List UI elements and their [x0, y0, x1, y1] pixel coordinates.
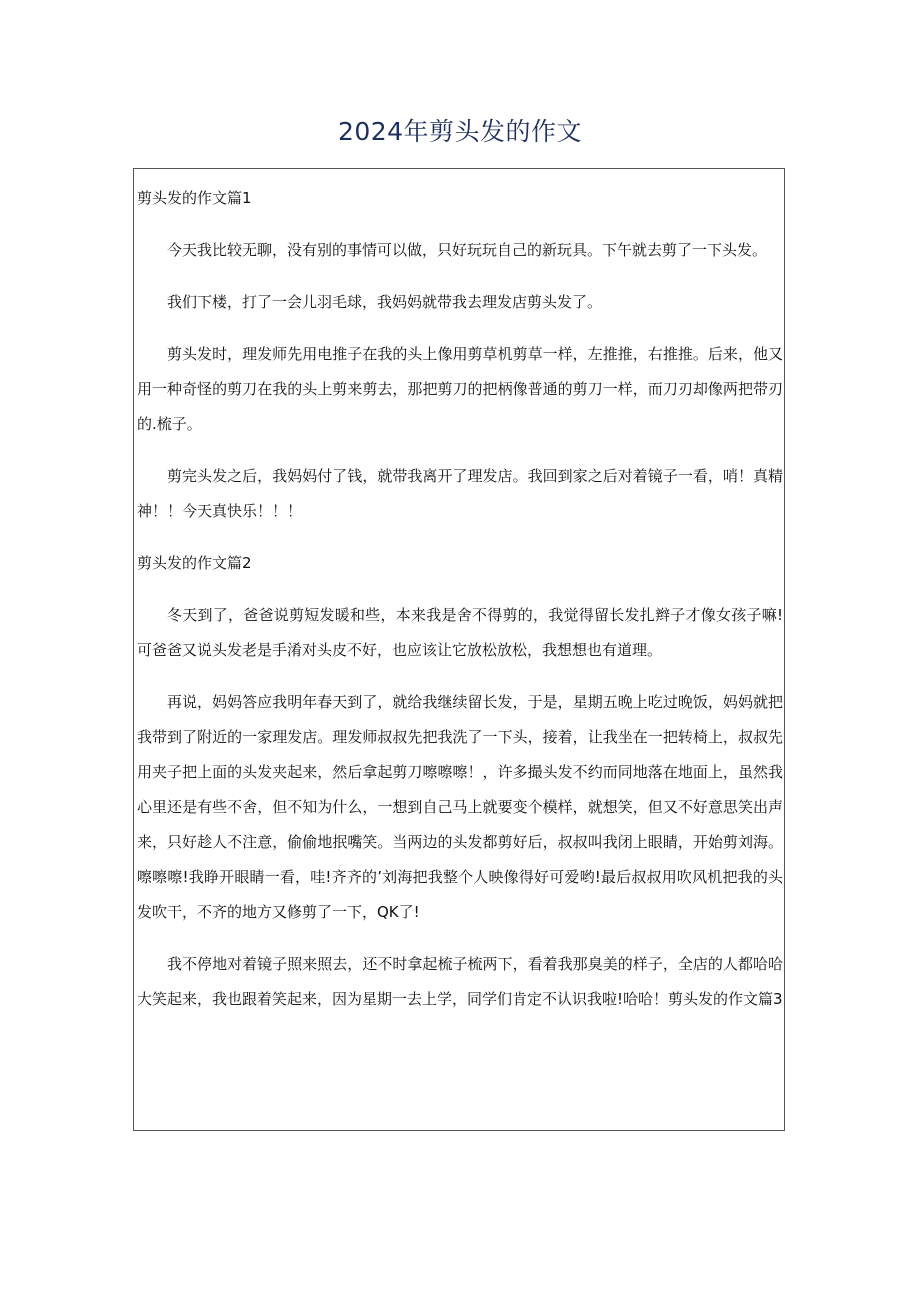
paragraph: 剪完头发之后，我妈妈付了钱，就带我离开了理发店。我回到家之后对着镜子一看，哨！真精神！！今天真快乐！！！ [137, 467, 783, 520]
paragraph: 今天我比较无聊，没有别的事情可以做，只好玩玩自己的新玩具。下午就去剪了一下头发。 [167, 241, 768, 259]
paragraph: 我们下楼，打了一会儿羽毛球，我妈妈就带我去理发店剪头发了。 [167, 293, 603, 311]
document-body [137, 181, 783, 1017]
paragraph: 再说，妈妈答应我明年春天到了，就给我继续留长发，于是，星期五晚上吃过晚饭，妈妈就把我带到了附近的一家理发店。理发师叔叔先把我洗了一下头，接着，让我坐在一把转椅上，叔叔先用夹子把上面的头发夹起来，然后拿起剪刀嚓嚓嚓！，许多撮头发不约而同地落在地面上，虽然我心里还是有些不舍，但不知为什么，一想到自己马上就要变个模样，就想笑，但又不好意思笑出声来，只好趁人不注意，偷偷地抿嘴笑。当两边的头发都剪好后，叔叔叫我闭上眼睛，开始剪刘海。嚓嚓嚓!我睁开眼睛一看，哇!齐齐的’刘海把我整个人映像得好可爱哟!最后叔叔用吹风机把我的头发吹干，不齐的地方又修剪了一下，QK了! [137, 693, 783, 921]
paragraph: 剪头发时，理发师先用电推子在我的头上像用剪草机剪草一样，左推推，右推推。后来，他又用一种奇怪的剪刀在我的头上剪来剪去，那把剪刀的把柄像普通的剪刀一样，而刀刃却像两把带刃的.梳子。 [137, 345, 783, 433]
document-title: 2024年剪头发的作文 [337, 117, 583, 146]
paragraph: 冬天到了，爸爸说剪短发暖和些，本来我是舍不得剪的，我觉得留长发扎辫子才像女孩子嘛!可爸爸又说头发老是手淆对头皮不好，也应该让它放松放松，我想想也有道理。 [137, 606, 783, 659]
section-heading: 剪头发的作文篇2 [137, 554, 252, 572]
section-heading: 剪头发的作文篇1 [137, 189, 252, 207]
paragraph: 我不停地对着镜子照来照去，还不时拿起梳子梳两下，看着我那臭美的样子，全店的人都哈哈大笑起来，我也跟着笑起来，因为星期一去上学，同学们肯定不认识我啦!哈哈！剪头发的作文篇3 [137, 955, 783, 1008]
